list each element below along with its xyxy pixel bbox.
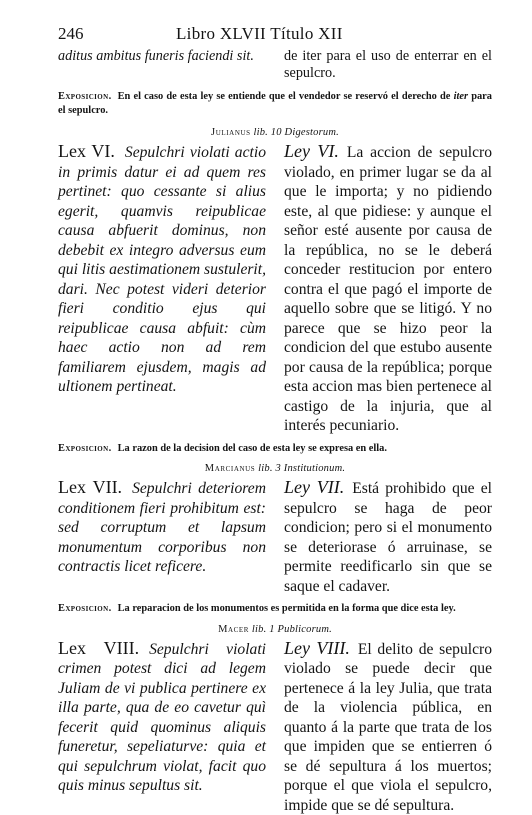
source-line-8 bbox=[58, 624, 492, 635]
law-8-latin bbox=[58, 639, 266, 815]
spanish-text: El delito de sepulcro violado se puede decir que pertenece á la ley Julia, que trata de la violencia pública, en quanto á la parte que trata de los que impiden que se entierren ó se dé sepultura á los muertos; porque el que viola el sepulcro, impide que se dé sepultura. bbox=[284, 641, 492, 814]
source-lib: lib. 3 bbox=[258, 463, 281, 474]
law-8-spanish bbox=[284, 639, 492, 815]
law-7-columns bbox=[58, 478, 492, 596]
exposicion-text: En el caso de esta ley se entiende que el vendedor se reservó el derecho de bbox=[118, 91, 454, 102]
spanish-text: La accion de sepulcro violado, en primer lugar se da al que le importa; y no pidiendo este, al que pidiese: y aunque el señor esté ausente por causa de la república, no se le deberá conceder restitucion por entero contra el que pagó el importe de aquello sobre que se litigó. Y no parece que se hizo peor la condicion del que estubo ausente por causa de la república; porque esta accion mas bien pertenece al castigo de la injuria, que al interés pecuniario. bbox=[284, 144, 492, 434]
source-author: Marcianus bbox=[205, 463, 256, 474]
page-number: 246 bbox=[58, 24, 84, 44]
page-header bbox=[58, 22, 492, 46]
law-7-latin bbox=[58, 478, 266, 596]
source-lib: lib. 1 bbox=[252, 624, 275, 635]
law-6-spanish bbox=[284, 142, 492, 436]
exposicion-2 bbox=[58, 442, 492, 456]
latin-text: Sepulchri violati crimen potest dici ad legem Juliam de vi publica pertinere ex illa parte, qua de eo cavetur quì fecerit quid quominus aliquis funeretur, sepeliaturve: quia et qui sepulchrum violat, facit quo quis minus sepultus sit. bbox=[58, 641, 266, 795]
source-work: Institutionum. bbox=[284, 463, 345, 474]
ley-label: Ley VI. bbox=[284, 141, 339, 161]
intro-latin: aditus ambitus funeris faciendi sit. bbox=[58, 48, 266, 82]
law-7-spanish bbox=[284, 478, 492, 596]
exposicion-text: La razon de la decision del caso de esta ley se expresa en ella. bbox=[118, 443, 387, 454]
running-title: Libro XLVII Título XII bbox=[176, 24, 343, 44]
source-author: Macer bbox=[218, 624, 249, 635]
lex-label: Lex VII. bbox=[58, 477, 122, 497]
law-6-latin bbox=[58, 142, 266, 436]
exposicion-label: Exposicion. bbox=[58, 443, 112, 454]
source-lib: lib. 10 bbox=[253, 127, 281, 138]
exposicion-label: Exposicion. bbox=[58, 603, 112, 614]
exposicion-1 bbox=[58, 90, 492, 117]
exposicion-label: Exposicion. bbox=[58, 91, 112, 102]
lex-label: Lex VI. bbox=[58, 141, 115, 161]
exposicion-3 bbox=[58, 602, 492, 616]
source-author: Julianus bbox=[211, 127, 251, 138]
spanish-text: Está prohibido que el sepulcro se haga de peor condicion; pero si el monumento se deteriorase ó arruinase, se permite reedificarlo sin que se saque el cadaver. bbox=[284, 480, 492, 595]
exposicion-text-end: para el sepulcro. bbox=[58, 91, 492, 116]
law-8-columns bbox=[58, 639, 492, 815]
intro-columns bbox=[58, 48, 492, 82]
intro-spanish: de iter para el uso de enterrar en el sepulcro. bbox=[284, 48, 492, 82]
exposicion-text: La reparacion de los monumentos es permitida en la forma que dice esta ley. bbox=[118, 603, 456, 614]
ley-label: Ley VIII. bbox=[284, 638, 350, 658]
law-6-columns bbox=[58, 142, 492, 436]
book-page bbox=[58, 22, 492, 815]
source-line-6 bbox=[58, 127, 492, 138]
latin-text: Sepulchri deteriorem conditionem fieri prohibitum est: sed corruptum et lapsum monumentum corporibus non contractis licet reficere. bbox=[58, 480, 266, 575]
source-work: Publicorum. bbox=[278, 624, 332, 635]
lex-label: Lex VIII. bbox=[58, 638, 139, 658]
source-line-7 bbox=[58, 463, 492, 474]
exposicion-italic: iter bbox=[454, 91, 468, 102]
source-work: Digestorum. bbox=[285, 127, 339, 138]
ley-label: Ley VII. bbox=[284, 477, 344, 497]
latin-text: Sepulchri violati actio in primis datur ei ad quem res pertinet: quo cessante si alius egerit, quamvis reipublicae causa abfuerit dominus, non debebit ex integro adversus eum qui litis aestimationem sustulerit, dari. Nec potest videri deterior fieri conditio ejus qui reipublicae causa abfuit: cùm haec actio non ad rem familiarem ejusdem, magis ad ultionem pertineat. bbox=[58, 144, 266, 395]
